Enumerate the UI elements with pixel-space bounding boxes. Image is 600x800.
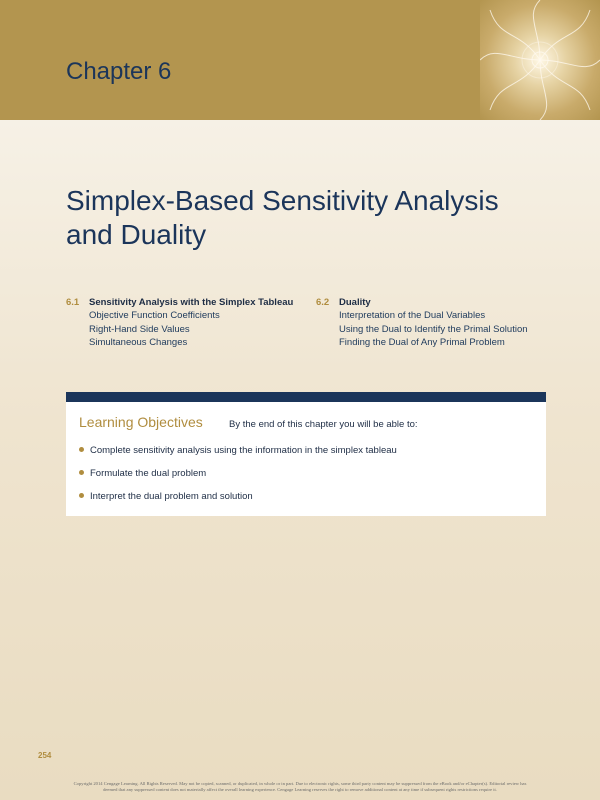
copyright-line: deemed that any suppressed content does not materially affect the overall learning experience. Cengage Learning reserves the right to remove additional content at any time if subsequent rights restrictions require it. <box>103 787 497 792</box>
copyright-notice <box>20 781 580 793</box>
learning-objectives-box <box>66 402 546 516</box>
page-number: 254 <box>38 751 52 760</box>
toc-item: Interpretation of the Dual Variables <box>339 310 486 322</box>
bullet-icon <box>79 470 84 475</box>
toc-section-number: 6.1 <box>66 297 80 308</box>
toc-section-6-1 <box>66 296 293 349</box>
fractal-swirl-graphic <box>480 0 600 120</box>
toc-section-number: 6.2 <box>316 297 330 308</box>
learning-objective-item <box>79 491 253 502</box>
learning-objective-item <box>79 468 206 479</box>
toc-item: Using the Dual to Identify the Primal Solution <box>339 323 528 335</box>
toc-section-6-2 <box>316 296 528 349</box>
learning-objective-text: Interpret the dual problem and solution <box>90 491 253 502</box>
bullet-icon <box>79 447 84 452</box>
copyright-line: Copyright 2014 Cengage Learning. All Rights Reserved. May not be copied, scanned, or duplicated, in whole or in part. Due to electronic rights, some third party content may be suppressed from the eBook and/or eChapter(s). Editorial review has <box>73 781 527 786</box>
toc-item: Simultaneous Changes <box>89 336 188 348</box>
learning-objectives-top-bar <box>66 392 546 402</box>
learning-objective-text: Formulate the dual problem <box>90 468 207 479</box>
toc-section-heading: Duality <box>339 297 371 308</box>
learning-objectives-intro: By the end of this chapter you will be able to: <box>229 419 418 430</box>
learning-objectives-title: Learning Objectives <box>79 414 203 430</box>
toc-item: Objective Function Coefficients <box>89 310 220 322</box>
toc-item: Finding the Dual of Any Primal Problem <box>339 336 505 348</box>
toc-item: Right-Hand Side Values <box>89 323 190 335</box>
chapter-title <box>66 184 566 252</box>
learning-objective-item <box>79 445 397 456</box>
chapter-title-line2: and Duality <box>66 219 207 250</box>
fractal-decoration-image <box>480 0 600 120</box>
chapter-title-line1: Simplex-Based Sensitivity Analysis <box>66 185 499 216</box>
chapter-label: Chapter 6 <box>66 58 172 85</box>
bullet-icon <box>79 493 84 498</box>
learning-objective-text: Complete sensitivity analysis using the information in the simplex tableau <box>90 445 397 456</box>
toc-section-heading: Sensitivity Analysis with the Simplex Tableau <box>89 297 294 308</box>
